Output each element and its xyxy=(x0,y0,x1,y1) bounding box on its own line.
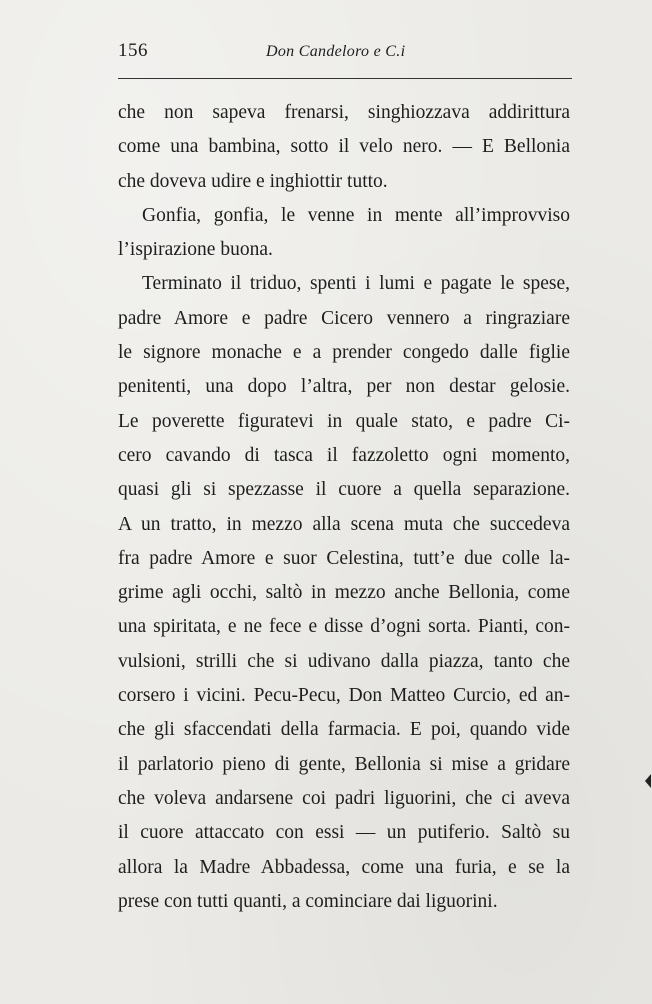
text-line: l’ispirazione buona. xyxy=(118,239,273,261)
text-line: allora la Madre Abbadessa, come una furia, e se la xyxy=(118,856,570,878)
text-line: fra padre Amore e suor Celestina, tutt’e due colle la- xyxy=(118,547,570,569)
text-line: il cuore attaccato con essi — un putiferio. Saltò su xyxy=(118,822,570,844)
page-header xyxy=(118,40,570,68)
text-line: penitenti, una dopo l’altra, per non destar gelosie. xyxy=(118,376,570,398)
text-line: Le poverette figuratevi in quale stato, e padre Ci- xyxy=(118,410,570,432)
text-line: una spiritata, e ne fece e disse d’ogni sorta. Pianti, con- xyxy=(118,616,570,638)
header-rule xyxy=(118,78,572,79)
text-line: quasi gli si spezzasse il cuore a quella separazione. xyxy=(118,479,570,501)
text-line: vulsioni, strilli che si udivano dalla piazza, tanto che xyxy=(118,650,570,672)
text-line: il parlatorio pieno di gente, Bellonia si mise a gridare xyxy=(118,753,570,775)
text-line: che doveva udire e inghiottir tutto. xyxy=(118,170,388,192)
text-line: le signore monache e a prender congedo dalle figlie xyxy=(118,342,570,364)
text-line: che non sapeva frenarsi, singhiozzava addirittura xyxy=(118,102,570,123)
text-line: corsero i vicini. Pecu-Pecu, Don Matteo Curcio, ed an- xyxy=(118,685,570,707)
page-number: 156 xyxy=(118,40,148,61)
running-title: Don Candeloro e C.i xyxy=(266,43,406,60)
text-line: Gonfia, gonfia, le venne in mente all’improvviso xyxy=(142,204,570,226)
text-line: che gli sfaccendati della farmacia. E poi, quando vide xyxy=(118,719,570,741)
margin-mark-icon xyxy=(645,774,651,788)
text-line: come una bambina, sotto il velo nero. — E Bellonia xyxy=(118,136,570,158)
text-line: grime agli occhi, saltò in mezzo anche Bellonia, come xyxy=(118,582,570,604)
text-line: A un tratto, in mezzo alla scena muta che succedeva xyxy=(118,513,570,535)
text-line: Terminato il triduo, spenti i lumi e pagate le spese, xyxy=(142,273,570,295)
text-line: prese con tutti quanti, a cominciare dai liguorini. xyxy=(118,890,498,912)
text-line: cero cavando di tasca il fazzoletto ogni momento, xyxy=(118,444,570,466)
text-line: padre Amore e padre Cicero vennero a ringraziare xyxy=(118,307,570,329)
text-line: che voleva andarsene coi padri liguorini, che ci aveva xyxy=(118,787,570,809)
body-text xyxy=(118,96,570,919)
